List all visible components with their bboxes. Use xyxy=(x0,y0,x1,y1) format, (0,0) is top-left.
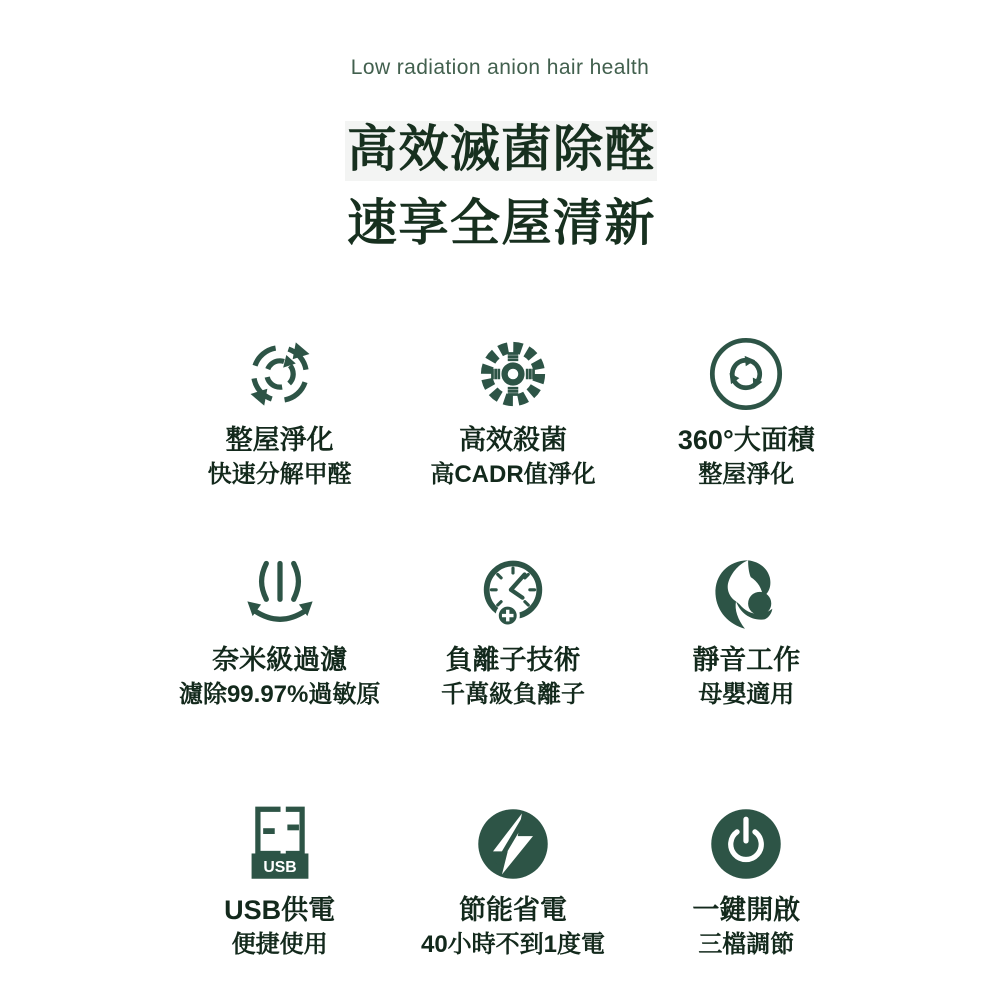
feature-subtitle: 千萬級負離子 xyxy=(440,681,585,708)
feature-title: 高效殺菌 xyxy=(458,425,567,455)
feature-card-nano-filter xyxy=(163,550,396,710)
rotation-360-icon xyxy=(706,330,786,418)
feature-card-anion-tech xyxy=(396,550,629,710)
feature-card-quiet-mode xyxy=(630,550,863,710)
feature-subtitle: 便捷使用 xyxy=(231,931,328,958)
feature-card-usb-power xyxy=(163,800,396,960)
feature-subtitle: 整屋淨化 xyxy=(698,461,795,488)
air-circulation-icon xyxy=(240,330,320,418)
air-circulation-icon-svg xyxy=(240,334,320,414)
anion-timer-icon-svg xyxy=(473,554,553,634)
power-button-icon-svg xyxy=(706,804,786,884)
feature-title: 360°大面積 xyxy=(677,425,815,455)
feature-row-1 xyxy=(163,330,863,490)
feature-title: 整屋淨化 xyxy=(225,425,334,455)
rotation-360-icon-svg xyxy=(706,334,786,414)
feature-subtitle: 高CADR值淨化 xyxy=(430,461,596,488)
lightning-energy-icon-svg xyxy=(473,804,553,884)
mother-baby-icon-svg xyxy=(706,554,786,634)
feature-card-sterilization xyxy=(396,330,629,490)
feature-title: 負離子技術 xyxy=(445,645,581,675)
feature-subtitle: 40小時不到1度電 xyxy=(420,931,606,958)
mother-baby-icon xyxy=(706,550,786,638)
feature-title: 節能省電 xyxy=(458,895,567,925)
feature-title: 一鍵開啟 xyxy=(692,895,801,925)
usb-plug-icon xyxy=(240,800,320,888)
feature-title: 靜音工作 xyxy=(692,645,801,675)
germ-sterilization-icon-svg xyxy=(473,334,553,414)
feature-title: 奈米級過濾 xyxy=(212,645,348,675)
feature-card-one-key-start xyxy=(630,800,863,960)
feature-subtitle: 三檔調節 xyxy=(698,931,795,958)
feature-row-3 xyxy=(163,800,863,960)
page-title-line2: 速享全屋清新 xyxy=(347,195,656,251)
feature-card-whole-house-purify xyxy=(163,330,396,490)
feature-title: USB供電 xyxy=(224,895,336,925)
germ-sterilization-icon xyxy=(473,330,553,418)
usb-icon-label: USB xyxy=(263,858,297,876)
feature-card-360-coverage xyxy=(630,330,863,490)
feature-row-2 xyxy=(163,550,863,710)
usb-plug-icon-svg xyxy=(240,804,320,884)
english-tagline: Low radiation anion hair health xyxy=(350,56,650,79)
feature-subtitle: 濾除99.97%過敏原 xyxy=(178,681,381,708)
anion-timer-icon xyxy=(473,550,553,638)
lightning-energy-icon xyxy=(473,800,553,888)
feature-card-energy-saving xyxy=(396,800,629,960)
feature-subtitle: 母嬰適用 xyxy=(698,681,795,708)
power-button-icon xyxy=(706,800,786,888)
page-title xyxy=(347,112,656,260)
nano-filter-airflow-icon-svg xyxy=(240,555,320,633)
page-title-line1: 高效滅菌除醛 xyxy=(347,121,656,177)
nano-filter-airflow-icon xyxy=(240,550,320,638)
feature-subtitle: 快速分解甲醛 xyxy=(207,461,352,488)
